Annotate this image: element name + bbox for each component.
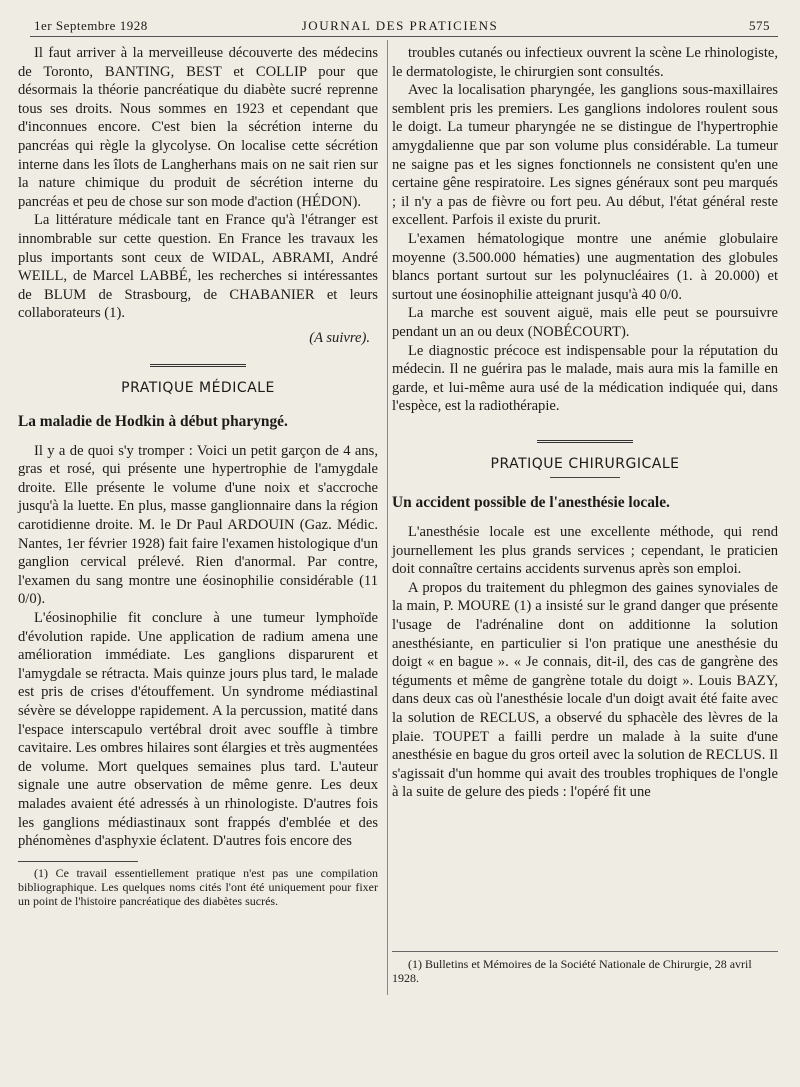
running-header bbox=[30, 14, 770, 36]
column-divider bbox=[387, 40, 388, 995]
section-underline bbox=[550, 477, 620, 478]
paragraph: A propos du traitement du phlegmon des gaines synoviales de la main, P. MOURE (1) a insisté sur le grand danger que présente l'usage de l'adrénaline dont on additionne la solution anesthésiante, en particulier si l'on pratique une anesthésie du doigt « en bague ». « Je connais, dit-il, des cas de gangrène des téguments et même de gangrène totale du doigt ». Louis BAZY, dans deux cas où l'anesthésie locale d'un doigt avait été faite avec la solution de RECLUS, a observé du sphacèle des lèvres de la plaie. TOUPET a failli perdre un malade à la suite d'une anesthésie en bague du gros orteil avec la solution de RECLUS. Il s'agissait d'un homme qui avait des troubles trophiques de l'ongle à la suite de gelure des pieds : l'opéré fit une bbox=[392, 579, 778, 801]
right-column bbox=[392, 44, 778, 802]
footnote-right: (1) Bulletins et Mémoires de la Société Nationale de Chirurgie, 28 avril 1928. bbox=[392, 957, 752, 985]
paragraph: troubles cutanés ou infectieux ouvrent la scène Le rhinologiste, le dermatologiste, le chirurgien sont consultés. bbox=[392, 45, 778, 80]
footnote-rule bbox=[18, 861, 138, 862]
issue-date: 1er Septembre 1928 bbox=[34, 18, 148, 33]
article-title-hodkin: La maladie de Hodkin à début pharyngé. bbox=[18, 413, 288, 431]
left-column bbox=[18, 44, 378, 908]
paragraph: La marche est souvent aiguë, mais elle peut se poursuivre pendant un an ou deux (NOBÉCOURT). bbox=[392, 305, 778, 340]
header-rule bbox=[30, 36, 778, 37]
decorative-rule bbox=[537, 440, 633, 443]
section-title-chirurgicale: PRATIQUE CHIRURGICALE bbox=[490, 455, 680, 472]
decorative-rule bbox=[150, 364, 246, 367]
journal-title: JOURNAL DES PRATICIENS bbox=[301, 18, 499, 33]
paragraph: Avec la localisation pharyngée, les ganglions sous-maxillaires semblent pris les premiers. Les ganglions indolores roulent sous le doigt. La tumeur pharyngée ne se distingue de l'hypertrophie amygdalienne que par son volume plus considérable. La tumeur ne saigne pas et les signes fonctionnels ne consistent qu'en une certaine gêne respiratoire. Les signes généraux sont peu marqués ; il n'y a pas de fièvre ou fort peu. Au début, l'état général reste excellent. Parfois il existe du prurit. bbox=[392, 82, 778, 229]
paragraph: L'examen hématologique montre une anémie globulaire moyenne (3.500.000 hématies) une augmentation des globules blancs portant surtout sur les polynucléaires (1. à 20.000) et surtout une éosinophilie atteignant jusqu'à 40 0/0. bbox=[392, 230, 778, 303]
section-title-medicale: PRATIQUE MÉDICALE bbox=[121, 379, 275, 396]
paragraph: L'anesthésie locale est une excellente méthode, qui rend journellement les plus grands services ; cependant, le praticien doit connaître certains accidents survenus après son emploi. bbox=[392, 524, 778, 578]
footnote-rule-right bbox=[392, 951, 778, 952]
paragraph: Il y a de quoi s'y tromper : Voici un petit garçon de 4 ans, gras et rosé, qui présente une hypertrophie de l'amygdale droite. Elle présente le volume d'une noix et s'accroche jusqu'à la luette. En plus, masse ganglionnaire dans la région carotidienne droite. M. le Dr Paul ARDOUIN (Gaz. Médic. Nantes, 1er février 1928) fait faire l'examen histologique d'un ganglion cervical prélevé. Rien d'anormal. Par contre, l'examen du sang montre une éosinophilie considérable (11 0/0). bbox=[18, 442, 378, 608]
paragraph: Il faut arriver à la merveilleuse découverte des médecins de Toronto, BANTING, BEST et COLLIP pour que désormais la théorie pancréatique du diabète sucré reprenne tous ses droits. Nous sommes en 1923 et cependant que d'inconnues encore. C'est bien la sécrétion interne du pancréas qui règle la glycolyse. On localise cette sécrétion interne dans les îlots de Langherhans mais on ne sait rien sur la nature chimique du produit de sécrétion interne du pancréas et peu de chose sur son mode d'action (HÉDON). bbox=[18, 45, 378, 210]
to-be-continued: (A suivre). bbox=[309, 329, 370, 346]
page-number: 575 bbox=[749, 18, 770, 33]
paragraph: L'éosinophilie fit conclure à une tumeur lymphoïde d'évolution rapide. Une application de radium amena une amélioration immédiate. Les ganglions disparurent et l'amygdale se rétracta. Mais quinze jours plus tard, le malade est pris de crises d'étouffement. Un syndrome médiastinal sévère se développe rapidement. A la percussion, matité dans l'espace interscapulo vertébral droit avec souffle à timbre cavitaire. Les ombres hilaires sont élargies et très augmentées de volume. Mort quelques semaines plus tard. L'auteur signale une autre observation de même genre. Les deux malades avaient été adressés à un rhinologiste. D'autres fois les ganglions médiastinaux sont frappés d'emblée et des phénomènes d'asphyxie éclatent. D'autres fois encore des bbox=[18, 610, 378, 850]
paragraph: La littérature médicale tant en France qu'à l'étranger est innombrable sur cette question. En France les travaux les plus importants sont ceux de WIDAL, ABRAMI, André WEILL, de Marcel LABBÉ, les recherches si intéressantes de BLUM de Strasbourg, de CHABANIER et leurs collaborateurs (1). bbox=[18, 212, 378, 322]
paragraph: Le diagnostic précoce est indispensable pour la réputation du médecin. Il ne guérira pas le malade, mais aura mis la famille en garde, et lui-même aura usé de la médication indiquée qui, dans l'espèce, est la radiothérapie. bbox=[392, 342, 778, 415]
footnote-left: (1) Ce travail essentiellement pratique n'est pas une compilation bibliographique. Les quelques noms cités l'ont été uniquement pour fixer un point de l'histoire pancréatique des diabètes sucrés. bbox=[18, 865, 378, 908]
article-title-anesthesie: Un accident possible de l'anesthésie locale. bbox=[392, 494, 670, 512]
